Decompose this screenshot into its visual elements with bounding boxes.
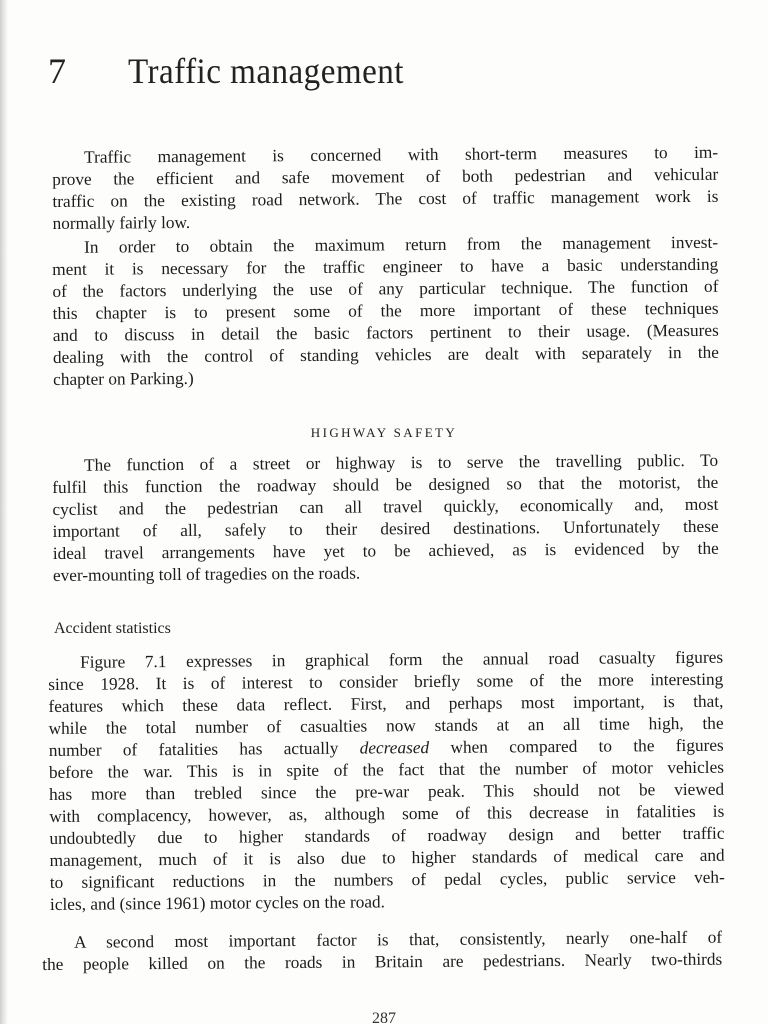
text-line: ment it is necessary for the traffic engineer to have a basic understanding	[52, 254, 719, 279]
text-line: while the total number of casualties now stands at an all time high, the	[48, 713, 724, 738]
highway-safety-paragraph	[52, 450, 719, 587]
accident-statistics-paragraph-1	[48, 647, 725, 916]
text-fragment: when compared to the figures	[429, 735, 724, 758]
text-line: traffic on the existing road network. The cost of traffic management work is	[52, 186, 719, 211]
text-line: In order to obtain the maximum return from the management invest-	[84, 232, 719, 257]
text-line: undoubtedly due to higher standards of roadway design and better traffic	[49, 823, 725, 848]
text-line: cyclist and the pedestrian can all travel quickly, economically and, most	[52, 494, 719, 519]
text-line: management, much of it is also due to higher standards of medical care and	[49, 845, 725, 870]
text-line: with complacency, however, as, although some of this decrease in fatalities is	[49, 801, 725, 826]
text-line: dealing with the control of standing vehicles are dealt with separately in the	[52, 342, 720, 367]
section-heading-highway-safety: HIGHWAY SAFETY	[310, 425, 458, 440]
text-line: features which these data reflect. First, and perhaps most important, is that,	[48, 691, 724, 716]
page-number: 287	[372, 1010, 396, 1027]
text-line: fulfil this function the roadway should be designed so that the motorist, the	[52, 472, 719, 497]
text-line: before the war. This is in spite of the fact that the number of motor vehicles	[48, 757, 725, 782]
text-line: this chapter is to present some of the more important of these techniques	[52, 298, 719, 323]
subsection-heading-accident-statistics: Accident statistics	[54, 620, 171, 637]
text-fragment: number of fatalities has actually	[48, 738, 360, 760]
text-line: Traffic management is concerned with short-term measures to im-	[84, 142, 719, 167]
text-line: to significant reductions in the numbers of pedal cycles, public service veh-	[49, 867, 725, 892]
text-line: The function of a street or highway is to serve the travelling public. To	[84, 450, 719, 475]
text-line: has more than trebled since the pre-war peak. This should not be viewed	[49, 779, 725, 804]
chapter-title: Traffic management	[128, 51, 404, 92]
text-line: normally fairly low.	[52, 212, 191, 233]
text-line: ever-mounting toll of tragedies on the roads.	[52, 563, 361, 585]
text-line: of the factors underlying the use of any particular technique. The function of	[52, 276, 719, 301]
intro-paragraph-2	[52, 232, 719, 391]
text-line: and to discuss in detail the basic factors pertinent to their usage. (Measures	[52, 320, 719, 345]
intro-paragraph-1	[52, 142, 719, 235]
page-edge-shadow	[0, 0, 8, 1024]
text-line: Figure 7.1 expresses in graphical form the annual road casualty figures	[80, 647, 724, 672]
emphasized-word: decreased	[359, 738, 430, 758]
text-line: ideal travel arrangements have yet to be achieved, as is evidenced by the	[52, 538, 719, 563]
text-line: important of all, safely to their desired destinations. Unfortunately these	[52, 516, 719, 541]
text-line: icles, and (since 1961) motor cycles on the road.	[49, 892, 386, 914]
text-line: prove the efficient and safe movement of both pedestrian and vehicular	[52, 164, 719, 189]
text-line: chapter on Parking.)	[53, 368, 194, 389]
accident-statistics-paragraph-2	[42, 927, 722, 976]
chapter-number: 7	[48, 51, 67, 92]
text-line: the people killed on the roads in Britain are pedestrians. Nearly two-thirds	[42, 949, 723, 974]
text-line: A second most important factor is that, consistently, nearly one-half of	[74, 927, 723, 952]
text-line: since 1928. It is of interest to consider briefly some of the more interesting	[48, 669, 724, 694]
chapter-heading	[48, 50, 428, 92]
